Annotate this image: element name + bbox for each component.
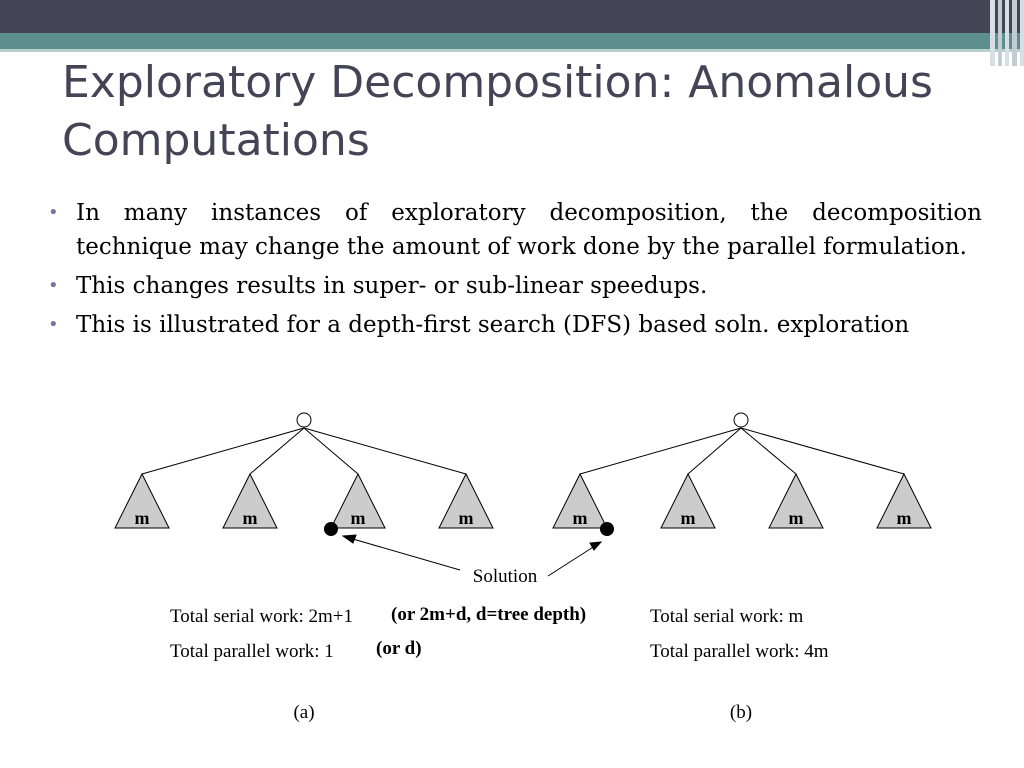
serial-note-a: (or 2m+d, d=tree depth) (391, 604, 587, 625)
solution-label: Solution (472, 566, 538, 587)
bullet-list (48, 196, 982, 347)
serial-work-b: Total serial work: m (650, 606, 804, 627)
dfs-tree-diagram (0, 400, 1024, 730)
bullet-item (48, 308, 982, 342)
subtree-triangle (115, 474, 169, 528)
slide-title: Exploratory Decomposition: Anomalous Computations (62, 57, 933, 166)
corner-decoration (990, 0, 1024, 66)
subtree-label: m (896, 508, 912, 528)
parallel-work-b: Total parallel work: 4m (650, 641, 829, 662)
bullet-dot-icon: • (48, 275, 59, 296)
teal-band-highlight (0, 49, 1024, 52)
bullet-text: In many instances of exploratory decomposition, the decomposition technique may change the amount of work done by the parallel formulation. (76, 200, 982, 260)
caption-a: (a) (293, 702, 315, 723)
subtree-label: m (350, 508, 366, 528)
bullet-text: This is illustrated for a depth-first search (DFS) based soln. exploration (76, 312, 910, 338)
solution-node (600, 522, 614, 536)
parallel-work-a: Total parallel work: 1 (170, 641, 334, 662)
subtree-triangle (877, 474, 931, 528)
subtree-triangle (223, 474, 277, 528)
top-bar (0, 0, 1024, 33)
subtree-triangle (553, 474, 607, 528)
subtree-triangle (769, 474, 823, 528)
bullet-item (48, 269, 982, 303)
solution-node (324, 522, 338, 536)
root-node (734, 413, 748, 427)
subtree-label: m (134, 508, 150, 528)
bullet-dot-icon: • (48, 314, 59, 335)
subtree-triangle (331, 474, 385, 528)
parallel-note-a: (or d) (376, 638, 422, 659)
caption-b: (b) (729, 702, 753, 723)
bullet-text: This changes results in super- or sub-linear speedups. (76, 273, 708, 299)
subtree-triangle (439, 474, 493, 528)
teal-band (0, 33, 1024, 49)
subtree-label: m (788, 508, 804, 528)
subtree-triangle (661, 474, 715, 528)
subtree-label: m (680, 508, 696, 528)
subtree-label: m (242, 508, 258, 528)
subtree-label: m (572, 508, 588, 528)
subtree-label: m (458, 508, 474, 528)
bullet-dot-icon: • (48, 202, 59, 223)
serial-work-a: Total serial work: 2m+1 (170, 606, 353, 627)
root-node (297, 413, 311, 427)
bullet-item (48, 196, 982, 264)
